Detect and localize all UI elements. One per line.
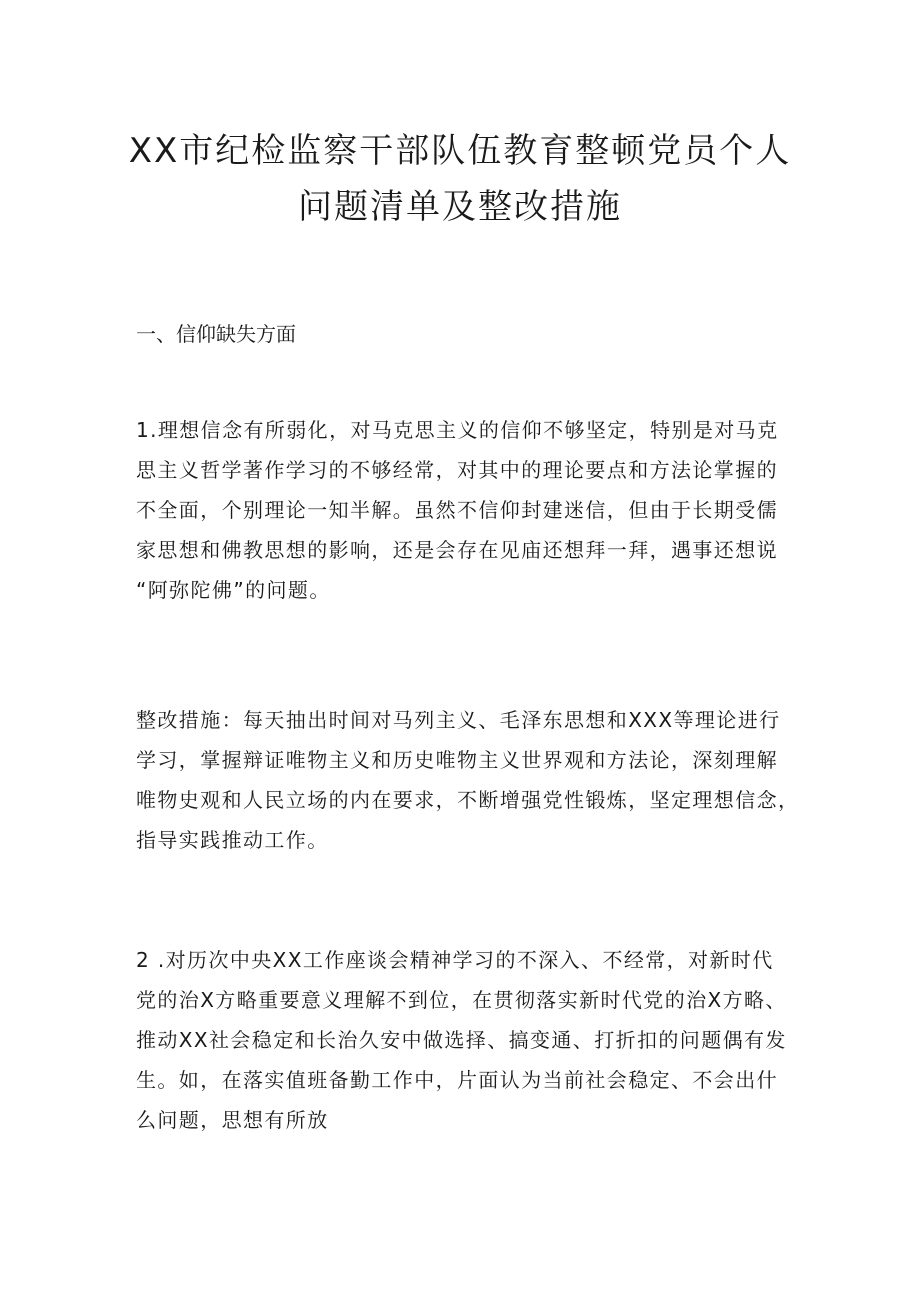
problem-paragraph-2 — [136, 940, 816, 1140]
paragraph-line: 唯物史观和人民立场的内在要求，不断增强党性锻炼，坚定理想信念， — [136, 788, 800, 812]
paragraph-line: 党的治X方略重要意义理解不到位，在贯彻落实新时代党的治X方略、 — [136, 988, 787, 1012]
paragraph-line: “阿弥陀佛”的问题。 — [136, 578, 331, 602]
paragraph-line: 整改措施：每天抽出时间对马列主义、毛泽东思想和XXX等理论进行 — [136, 708, 781, 732]
paragraph-line: 推动XX社会稳定和长治久安中做选择、搞变通、打折扣的问题偶有发 — [136, 1028, 787, 1052]
document-title-line-2: 问题清单及整改措施 — [298, 187, 622, 227]
paragraph-line: 学习，掌握辩证唯物主义和历史唯物主义世界观和方法论，深刻理解 — [136, 748, 778, 772]
rectification-paragraph — [136, 700, 816, 860]
paragraph-line: 思主义哲学著作学习的不够经常，对其中的理论要点和方法论掌握的 — [136, 458, 778, 482]
paragraph-line: 生。如，在落实值班备勤工作中，片面认为当前社会稳定、不会出什 — [136, 1068, 778, 1092]
paragraph-line: 2 .对历次中央XX工作座谈会精神学习的不深入、不经常，对新时代 — [136, 948, 774, 972]
paragraph-line: 指导实践推动工作。 — [136, 828, 329, 852]
paragraph-line: 1.理想信念有所弱化，对马克思主义的信仰不够坚定，特别是对马克 — [136, 418, 779, 442]
document-title-line-1: XX市纪检监察干部队伍教育整顿党员个人 — [128, 131, 792, 171]
paragraph-line: 么问题，思想有所放 — [136, 1108, 329, 1132]
problem-paragraph-1 — [136, 410, 816, 610]
paragraph-line: 不全面，个别理论一知半解。虽然不信仰封建迷信，但由于长期受儒 — [136, 498, 778, 522]
section-heading: 一、信仰缺失方面 — [136, 322, 296, 346]
paragraph-line: 家思想和佛教思想的影响，还是会存在见庙还想拜一拜，遇事还想说 — [136, 538, 778, 562]
